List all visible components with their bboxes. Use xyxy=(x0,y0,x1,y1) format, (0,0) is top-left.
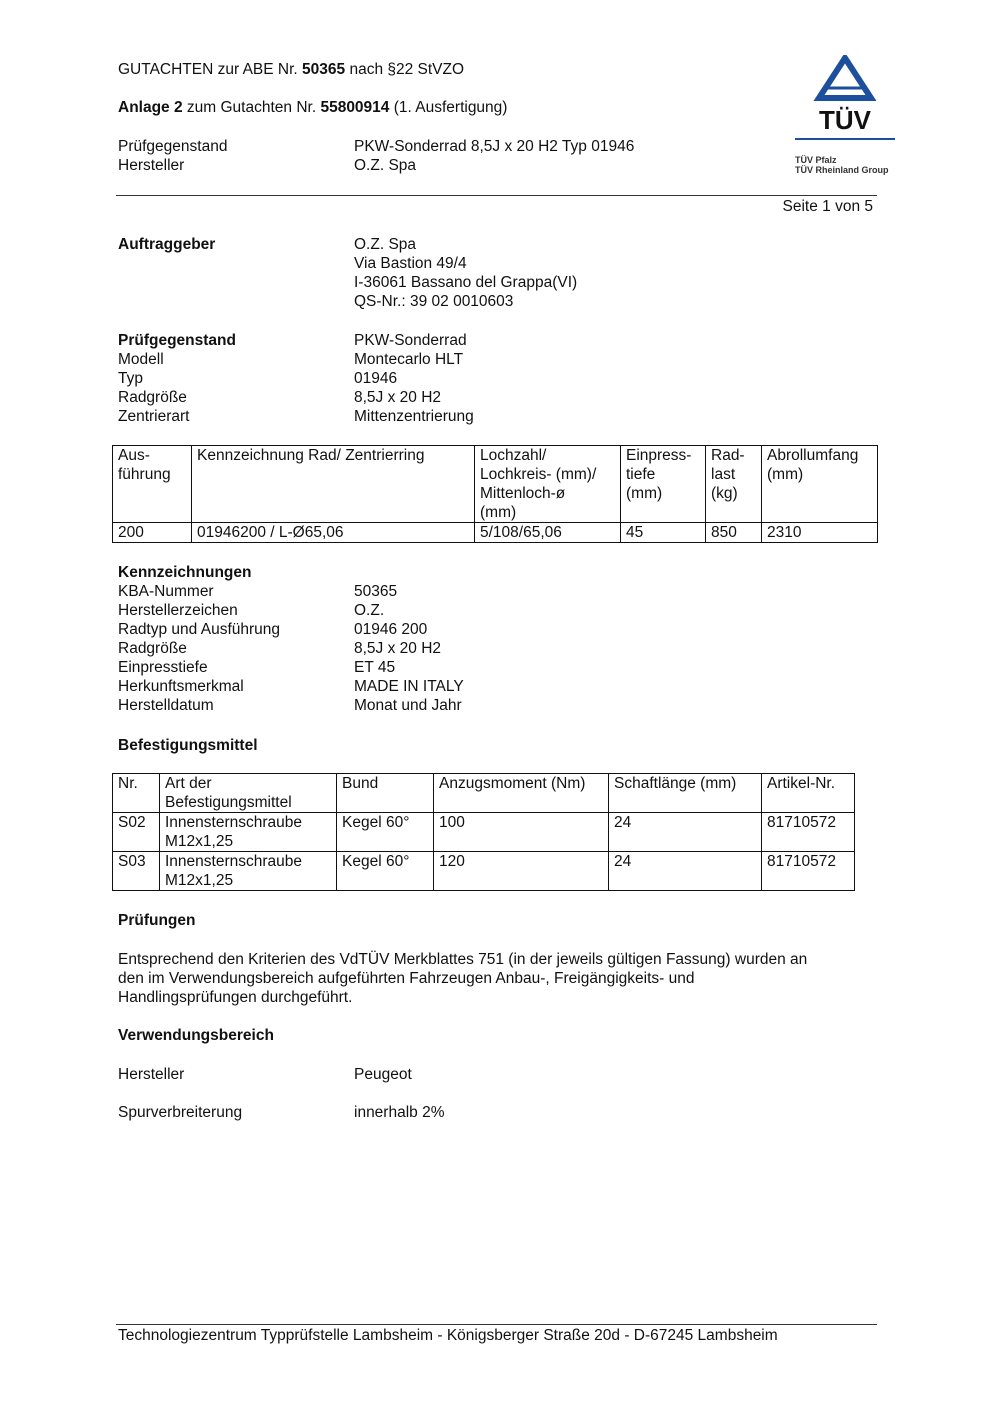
rad-table-header-cell: Rad- last (kg) xyxy=(706,446,762,523)
table-cell: 45 xyxy=(621,523,706,543)
marking-row: Herkunftsmerkmal MADE IN ITALY xyxy=(118,678,464,695)
auftraggeber-label: Auftraggeber xyxy=(118,236,216,253)
section-title: Prüfungen xyxy=(118,912,196,929)
rad-table xyxy=(112,445,878,543)
pruefungen-text: Entsprechend den Kriterien des VdTÜV Merkblattes 751 (in der jeweils gültigen Fassung) wurden an den im Verwendungsbereich aufgeführten Fahrzeugen Anbau-, Freigängigkeits- und Handlingsprüfungen durchgeführt. xyxy=(118,951,808,1006)
rad-table-header-cell: Kennzeichnung Rad/ Zentrierring xyxy=(192,446,475,523)
abe-number: 50365 xyxy=(302,61,346,78)
spec-row: Radgröße 8,5J x 20 H2 xyxy=(118,389,442,406)
table-cell: 81710572 xyxy=(762,813,855,852)
spec-row: Modell Montecarlo HLT xyxy=(118,351,464,368)
table-cell: 100 xyxy=(434,813,609,852)
marking-row: KBA-Nummer 50365 xyxy=(118,583,398,600)
table-cell: 5/108/65,06 xyxy=(475,523,621,543)
rad-table-header-cell: Aus- führung xyxy=(113,446,192,523)
table-cell: S02 xyxy=(113,813,160,852)
befestigung-header-cell: Art der Befestigungsmittel xyxy=(160,774,337,813)
tuv-logo-text: TÜV xyxy=(819,105,871,135)
auftraggeber-section: Auftraggeber O.Z. Spa Via Bastion 49/4 I-36061 Bassano del Grappa(VI) QS-Nr.: 39 02 0010603 xyxy=(118,236,578,310)
header-row: Prüfgegenstand PKW-Sonderrad 8,5J x 20 H2 Typ 01946 xyxy=(118,138,635,155)
report-number: 55800914 xyxy=(320,99,390,116)
table-cell: 24 xyxy=(609,813,762,852)
spec-row: Typ 01946 xyxy=(118,370,398,387)
section-title: Befestigungsmittel xyxy=(118,737,258,754)
logo-sub2: TÜV Rheinland Group xyxy=(795,165,889,175)
spec-row: Prüfgegenstand PKW-Sonderrad xyxy=(118,332,467,349)
rad-table-header xyxy=(113,446,878,523)
pruefgegenstand-section xyxy=(118,331,474,426)
verwendung-row: Spurverbreiterung innerhalb 2% xyxy=(118,1104,445,1121)
rad-table-header-cell: Lochzahl/ Lochkreis- (mm)/ Mittenloch-ø (mm) xyxy=(475,446,621,523)
table-cell: Innensternschraube M12x1,25 xyxy=(160,813,337,852)
table-cell: S03 xyxy=(113,852,160,891)
marking-row: Herstelldatum Monat und Jahr xyxy=(118,697,462,714)
table-cell: Kegel 60° xyxy=(337,852,434,891)
tuv-logo xyxy=(792,55,898,175)
rad-table-header-cell: Abrollumfang (mm) xyxy=(762,446,878,523)
marking-row: Radgröße 8,5J x 20 H2 xyxy=(118,640,442,657)
footer-address: Technologiezentrum Typprüfstelle Lambsheim - Königsberger Straße 20d - D-67245 Lambsheim xyxy=(118,1327,778,1344)
befestigung-header-cell: Nr. xyxy=(113,774,160,813)
footer-divider xyxy=(116,1324,877,1325)
kennzeichnungen-section xyxy=(118,563,464,715)
table-cell: 01946200 / L-Ø65,06 xyxy=(192,523,475,543)
rad-table-header-cell: Einpress- tiefe (mm) xyxy=(621,446,706,523)
table-cell: 850 xyxy=(706,523,762,543)
table-cell: 2310 xyxy=(762,523,878,543)
befestigung-header-cell: Schaftlänge (mm) xyxy=(609,774,762,813)
header-info xyxy=(118,137,634,175)
page-number: Seite 1 von 5 xyxy=(782,198,873,215)
marking-row: Herstellerzeichen O.Z. xyxy=(118,602,385,619)
marking-row: Einpresstiefe ET 45 xyxy=(118,659,396,676)
table-row xyxy=(113,813,855,852)
spec-row: Zentrierart Mittenzentrierung xyxy=(118,408,474,425)
table-cell: 81710572 xyxy=(762,852,855,891)
table-cell: Kegel 60° xyxy=(337,813,434,852)
table-cell: 120 xyxy=(434,852,609,891)
table-cell: Innensternschraube M12x1,25 xyxy=(160,852,337,891)
table-cell: 200 xyxy=(113,523,192,543)
annex-reference: Anlage 2 zum Gutachten Nr. 55800914 (1. Ausfertigung) xyxy=(118,99,508,116)
table-row xyxy=(113,523,878,543)
befestigung-header-cell: Bund xyxy=(337,774,434,813)
header-divider xyxy=(116,195,877,196)
befestigung-table xyxy=(112,773,855,891)
befestigung-table-header xyxy=(113,774,855,813)
logo-sub1: TÜV Pfalz xyxy=(795,155,837,165)
document-reference: GUTACHTEN zur ABE Nr. 50365 nach §22 StVZO xyxy=(118,61,465,78)
logo-rule xyxy=(795,138,895,140)
befestigung-header-cell: Anzugsmoment (Nm) xyxy=(434,774,609,813)
verwendung-row: Hersteller Peugeot xyxy=(118,1066,412,1083)
table-row xyxy=(113,852,855,891)
header-row: Hersteller O.Z. Spa xyxy=(118,157,417,174)
befestigung-header-cell: Artikel-Nr. xyxy=(762,774,855,813)
table-cell: 24 xyxy=(609,852,762,891)
marking-row: Radtyp und Ausführung 01946 200 xyxy=(118,621,428,638)
section-title: Kennzeichnungen xyxy=(118,564,252,581)
section-title: Verwendungsbereich xyxy=(118,1027,274,1044)
